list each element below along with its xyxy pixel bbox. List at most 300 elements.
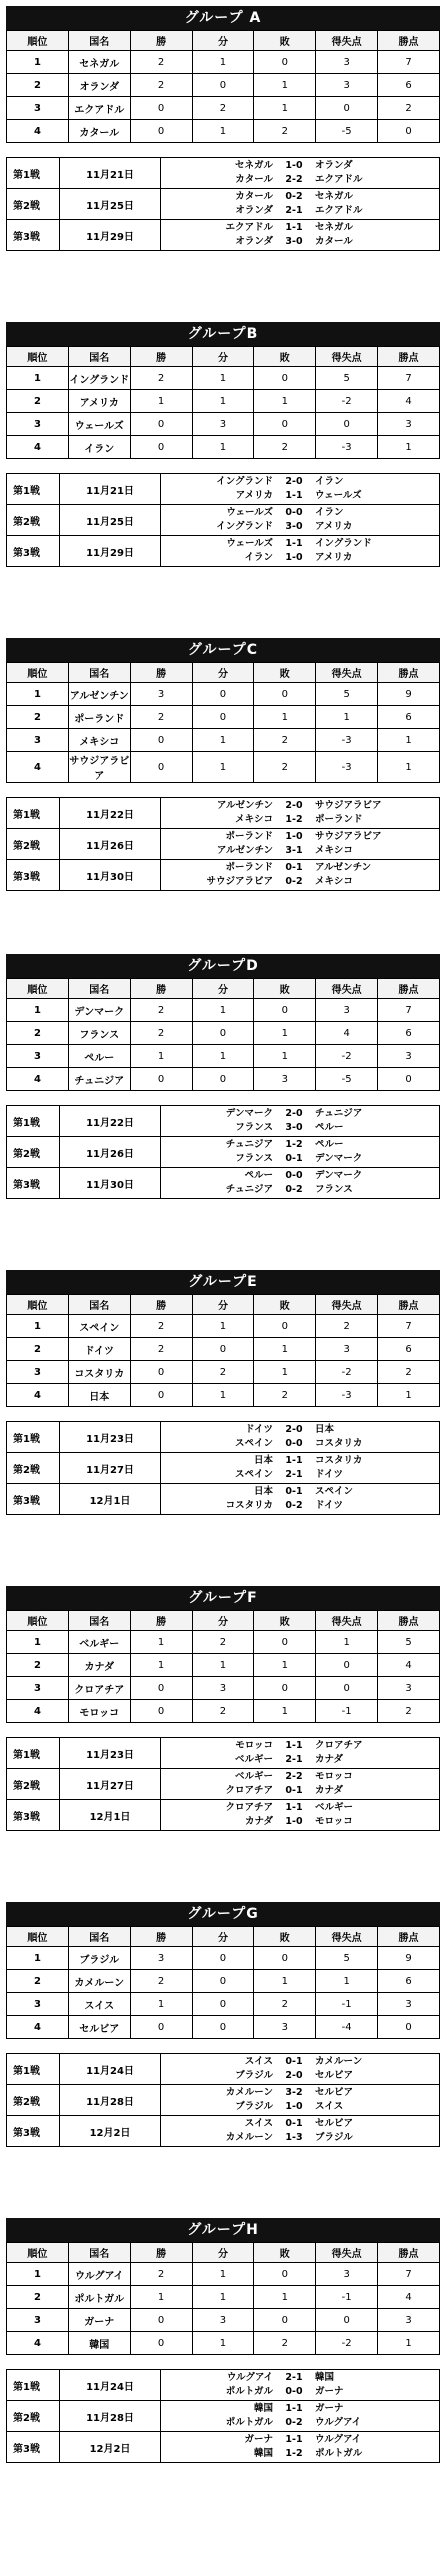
losses-cell: 1	[254, 706, 316, 729]
home-team: ウルグアイ	[226, 2372, 273, 2383]
match-score: 1-0	[285, 160, 303, 171]
away-team: スイス	[315, 2101, 344, 2112]
team-cell: チュニジア	[68, 1068, 130, 1091]
goal-diff-cell: -5	[316, 1068, 378, 1091]
round-label: 第3戦	[7, 2432, 60, 2463]
team-cell: カナダ	[68, 1654, 130, 1677]
away-team: 韓国	[315, 2372, 335, 2383]
match-score: 2-1	[285, 2372, 303, 2383]
match-score: 1-1	[285, 2434, 303, 2445]
team-cell: ポルトガル	[68, 2286, 130, 2309]
match-score: 1-1	[285, 1740, 303, 1751]
home-team: 日本	[253, 1455, 273, 1466]
standings-row	[7, 2309, 440, 2332]
team-cell: セネガル	[68, 51, 130, 74]
column-header: 敗	[254, 2243, 316, 2263]
match-date: 11月30日	[60, 860, 161, 891]
wins-cell: 0	[130, 1384, 192, 1407]
match-line	[161, 159, 439, 173]
team-cell: 日本	[68, 1384, 130, 1407]
away-team: ガーナ	[315, 2403, 344, 2414]
losses-cell: 1	[254, 1654, 316, 1677]
match-line	[161, 1437, 439, 1451]
match-results	[161, 158, 440, 189]
column-header: 順位	[7, 979, 69, 999]
match-results	[161, 1484, 440, 1515]
section-gap	[6, 143, 440, 157]
rank-cell: 4	[7, 1068, 69, 1091]
round-row	[7, 2116, 440, 2147]
draws-cell: 1	[192, 1315, 254, 1338]
group-title: グループH	[6, 2218, 440, 2242]
round-label: 第2戦	[7, 1137, 60, 1168]
match-line	[161, 2371, 439, 2385]
draws-cell: 1	[192, 999, 254, 1022]
wins-cell: 2	[130, 1315, 192, 1338]
team-cell: サウジアラビア	[68, 752, 130, 783]
goal-diff-cell: -1	[316, 1993, 378, 2016]
match-results	[161, 1738, 440, 1769]
match-date: 12月2日	[60, 2432, 161, 2463]
away-team: カメルーン	[315, 2056, 363, 2067]
round-row	[7, 798, 440, 829]
goal-diff-cell: 3	[316, 1338, 378, 1361]
column-header: 勝点	[378, 31, 440, 51]
match-results	[161, 536, 440, 567]
home-team: 日本	[253, 1486, 273, 1497]
column-header: 敗	[254, 979, 316, 999]
column-header: 順位	[7, 31, 69, 51]
home-team: カメルーン	[225, 2132, 273, 2143]
rank-cell: 2	[7, 706, 69, 729]
column-header: 得失点	[316, 1611, 378, 1631]
away-team: ウェールズ	[315, 490, 362, 501]
fixtures-table	[6, 1421, 440, 1515]
standings-header-row	[7, 1927, 440, 1947]
group-section	[6, 1270, 440, 1586]
round-row	[7, 1484, 440, 1515]
section-gap	[6, 1407, 440, 1421]
wins-cell: 2	[130, 1970, 192, 1993]
rank-cell: 1	[7, 999, 69, 1022]
match-line	[161, 799, 439, 813]
section-gap	[6, 1091, 440, 1105]
rank-cell: 4	[7, 436, 69, 459]
team-cell: ドイツ	[68, 1338, 130, 1361]
team-cell: ベルギー	[68, 1631, 130, 1654]
standings-row	[7, 1700, 440, 1723]
draws-cell: 2	[192, 97, 254, 120]
standings-row	[7, 120, 440, 143]
column-header: 順位	[7, 1295, 69, 1315]
standings-row	[7, 1315, 440, 1338]
home-team: ベルギー	[234, 1771, 273, 1782]
column-header: 得失点	[316, 347, 378, 367]
wins-cell: 0	[130, 1700, 192, 1723]
wins-cell: 1	[130, 390, 192, 413]
wins-cell: 1	[130, 1993, 192, 2016]
match-line	[161, 2069, 439, 2083]
wins-cell: 0	[130, 2332, 192, 2355]
match-results	[161, 1137, 440, 1168]
rank-cell: 3	[7, 2309, 69, 2332]
group-section	[6, 1902, 440, 2218]
match-line	[161, 2086, 439, 2100]
draws-cell: 2	[192, 1700, 254, 1723]
group-section	[6, 6, 440, 322]
column-header: 分	[192, 1927, 254, 1947]
goal-diff-cell: -1	[316, 1700, 378, 1723]
home-team: コスタリカ	[225, 1500, 273, 1511]
standings-row	[7, 1338, 440, 1361]
team-cell: カメルーン	[68, 1970, 130, 1993]
rank-cell: 4	[7, 1384, 69, 1407]
home-team: スイス	[244, 2118, 273, 2129]
wins-cell: 2	[130, 74, 192, 97]
match-date: 11月26日	[60, 1137, 161, 1168]
home-team: ポルトガル	[225, 2417, 273, 2428]
losses-cell: 1	[254, 1970, 316, 1993]
home-team: ガーナ	[244, 2434, 273, 2445]
away-team: クロアチア	[315, 1740, 363, 1751]
points-cell: 4	[378, 390, 440, 413]
fixtures-table	[6, 157, 440, 251]
goal-diff-cell: -3	[316, 752, 378, 783]
draws-cell: 1	[192, 729, 254, 752]
losses-cell: 0	[254, 413, 316, 436]
match-line	[161, 1753, 439, 1767]
round-label: 第3戦	[7, 1484, 60, 1515]
goal-diff-cell: 1	[316, 1631, 378, 1654]
points-cell: 3	[378, 413, 440, 436]
match-date: 11月24日	[60, 2054, 161, 2085]
home-team: ポーランド	[225, 862, 273, 873]
match-results	[161, 2085, 440, 2116]
losses-cell: 0	[254, 1677, 316, 1700]
losses-cell: 0	[254, 1631, 316, 1654]
away-team: カタール	[315, 236, 353, 247]
match-line	[161, 1485, 439, 1499]
round-row	[7, 860, 440, 891]
standings-table	[6, 1610, 440, 1723]
match-score: 2-2	[285, 174, 303, 185]
match-date: 11月28日	[60, 2401, 161, 2432]
losses-cell: 1	[254, 74, 316, 97]
match-line	[161, 2117, 439, 2131]
standings-header-row	[7, 663, 440, 683]
match-line	[161, 537, 439, 551]
away-team: セルビア	[315, 2070, 354, 2081]
losses-cell: 1	[254, 1700, 316, 1723]
team-cell: セルビア	[68, 2016, 130, 2039]
goal-diff-cell: 3	[316, 999, 378, 1022]
column-header: 勝	[130, 979, 192, 999]
goal-diff-cell: 1	[316, 1970, 378, 1993]
team-cell: ブラジル	[68, 1947, 130, 1970]
away-team: イラン	[315, 476, 344, 487]
match-results	[161, 2401, 440, 2432]
away-team: スペイン	[315, 1486, 354, 1497]
home-team: メキシコ	[235, 814, 273, 825]
goal-diff-cell: -3	[316, 729, 378, 752]
home-team: フランス	[235, 1153, 273, 1164]
home-team: イングランド	[216, 476, 273, 487]
round-row	[7, 2432, 440, 2463]
points-cell: 3	[378, 2309, 440, 2332]
goal-diff-cell: -5	[316, 120, 378, 143]
team-cell: モロッコ	[68, 1700, 130, 1723]
match-line	[161, 1183, 439, 1197]
round-label: 第3戦	[7, 2116, 60, 2147]
match-line	[161, 2131, 439, 2145]
wins-cell: 1	[130, 1045, 192, 1068]
rank-cell: 4	[7, 1700, 69, 1723]
standings-table	[6, 978, 440, 1091]
losses-cell: 1	[254, 390, 316, 413]
home-team: カタール	[235, 174, 273, 185]
wins-cell: 0	[130, 2016, 192, 2039]
match-line	[161, 1815, 439, 1829]
away-team: ドイツ	[315, 1469, 344, 1480]
home-team: オランダ	[235, 205, 273, 216]
away-team: メキシコ	[315, 876, 353, 887]
home-team: ウェールズ	[226, 538, 273, 549]
team-cell: メキシコ	[68, 729, 130, 752]
standings-row	[7, 706, 440, 729]
home-team: アルゼンチン	[216, 800, 273, 811]
away-team: ペルー	[315, 1122, 344, 1133]
draws-cell: 1	[192, 390, 254, 413]
match-results	[161, 2432, 440, 2463]
match-score: 2-1	[285, 1754, 303, 1765]
standings-row	[7, 1947, 440, 1970]
match-line	[161, 506, 439, 520]
column-header: 得失点	[316, 663, 378, 683]
home-team: ウェールズ	[226, 507, 273, 518]
rank-cell: 2	[7, 1022, 69, 1045]
standings-row	[7, 1631, 440, 1654]
match-line	[161, 2100, 439, 2114]
draws-cell: 0	[192, 1993, 254, 2016]
column-header: 順位	[7, 2243, 69, 2263]
match-score: 2-0	[285, 1108, 303, 1119]
match-score: 0-1	[285, 862, 303, 873]
away-team: カナダ	[315, 1785, 344, 1796]
goal-diff-cell: 0	[316, 1654, 378, 1677]
home-team: セネガル	[234, 160, 273, 171]
goal-diff-cell: -2	[316, 390, 378, 413]
match-score: 2-0	[285, 476, 303, 487]
round-row	[7, 1769, 440, 1800]
home-team: カメルーン	[225, 2087, 273, 2098]
match-date: 12月1日	[60, 1800, 161, 1831]
losses-cell: 2	[254, 2332, 316, 2355]
column-header: 勝点	[378, 2243, 440, 2263]
standings-table	[6, 1926, 440, 2039]
goal-diff-cell: 5	[316, 367, 378, 390]
rank-cell: 3	[7, 729, 69, 752]
match-date: 11月28日	[60, 2085, 161, 2116]
away-team: ウルグアイ	[315, 2434, 362, 2445]
draws-cell: 1	[192, 1654, 254, 1677]
team-cell: コスタリカ	[68, 1361, 130, 1384]
match-line	[161, 2433, 439, 2447]
match-line	[161, 1499, 439, 1513]
away-team: アルゼンチン	[315, 862, 372, 873]
column-header: 得失点	[316, 1927, 378, 1947]
rank-cell: 3	[7, 97, 69, 120]
group-title: グループD	[6, 954, 440, 978]
away-team: アメリカ	[315, 521, 353, 532]
losses-cell: 2	[254, 436, 316, 459]
home-team: オランダ	[235, 236, 273, 247]
away-team: セルビア	[315, 2118, 354, 2129]
points-cell: 1	[378, 436, 440, 459]
away-team: セルビア	[315, 2087, 354, 2098]
goal-diff-cell: 1	[316, 706, 378, 729]
rank-cell: 3	[7, 1045, 69, 1068]
rank-cell: 1	[7, 367, 69, 390]
section-gap	[6, 2039, 440, 2053]
match-score: 1-3	[285, 2132, 303, 2143]
goal-diff-cell: 3	[316, 74, 378, 97]
draws-cell: 1	[192, 1384, 254, 1407]
standings-row	[7, 752, 440, 783]
points-cell: 1	[378, 2332, 440, 2355]
match-results	[161, 2370, 440, 2401]
losses-cell: 2	[254, 729, 316, 752]
column-header: 敗	[254, 347, 316, 367]
column-header: 得失点	[316, 31, 378, 51]
column-header: 敗	[254, 663, 316, 683]
round-label: 第2戦	[7, 2085, 60, 2116]
points-cell: 5	[378, 1631, 440, 1654]
column-header: 順位	[7, 1927, 69, 1947]
match-score: 0-2	[285, 2417, 303, 2428]
wins-cell: 1	[130, 1654, 192, 1677]
rank-cell: 3	[7, 413, 69, 436]
group-title: グループ A	[6, 6, 440, 30]
match-date: 11月29日	[60, 220, 161, 251]
match-line	[161, 1801, 439, 1815]
column-header: 敗	[254, 1295, 316, 1315]
column-header: 国名	[68, 347, 130, 367]
standings-row	[7, 1677, 440, 1700]
column-header: 得失点	[316, 2243, 378, 2263]
losses-cell: 1	[254, 1361, 316, 1384]
match-score: 0-0	[285, 2386, 303, 2397]
round-row	[7, 474, 440, 505]
home-team: アルゼンチン	[216, 845, 273, 856]
team-cell: クロアチア	[68, 1677, 130, 1700]
match-line	[161, 489, 439, 503]
wins-cell: 0	[130, 413, 192, 436]
standings-row	[7, 2286, 440, 2309]
match-line	[161, 190, 439, 204]
standings-table	[6, 30, 440, 143]
round-label: 第1戦	[7, 2054, 60, 2085]
match-line	[161, 2402, 439, 2416]
wins-cell: 1	[130, 2286, 192, 2309]
points-cell: 1	[378, 1384, 440, 1407]
fixtures-table	[6, 1105, 440, 1199]
away-team: ドイツ	[315, 1500, 344, 1511]
wins-cell: 2	[130, 706, 192, 729]
rank-cell: 3	[7, 1361, 69, 1384]
goal-diff-cell: 4	[316, 1022, 378, 1045]
column-header: 順位	[7, 347, 69, 367]
rank-cell: 3	[7, 1993, 69, 2016]
group-section	[6, 1586, 440, 1902]
points-cell: 6	[378, 706, 440, 729]
points-cell: 2	[378, 1361, 440, 1384]
home-team: ペルー	[244, 1170, 273, 1181]
standings-table	[6, 2242, 440, 2355]
match-line	[161, 1784, 439, 1798]
match-line	[161, 2447, 439, 2461]
away-team: メキシコ	[315, 845, 353, 856]
match-line	[161, 875, 439, 889]
column-header: 敗	[254, 1611, 316, 1631]
rank-cell: 4	[7, 120, 69, 143]
home-team: カタール	[235, 191, 273, 202]
points-cell: 6	[378, 1022, 440, 1045]
goal-diff-cell: 0	[316, 97, 378, 120]
match-results	[161, 798, 440, 829]
match-score: 1-2	[285, 1139, 303, 1150]
match-score: 0-0	[285, 1170, 303, 1181]
away-team: オランダ	[315, 160, 353, 171]
round-row	[7, 829, 440, 860]
away-team: ベルギー	[315, 1802, 354, 1813]
fixtures-table	[6, 797, 440, 891]
round-label: 第3戦	[7, 1168, 60, 1199]
column-header: 分	[192, 663, 254, 683]
away-team: デンマーク	[315, 1170, 363, 1181]
column-header: 勝	[130, 1611, 192, 1631]
standings-row	[7, 1993, 440, 2016]
standings-header-row	[7, 31, 440, 51]
match-date: 11月21日	[60, 474, 161, 505]
match-score: 1-1	[285, 538, 303, 549]
match-score: 0-1	[285, 1785, 303, 1796]
away-team: ポーランド	[315, 814, 363, 825]
match-score: 2-2	[285, 1771, 303, 1782]
round-label: 第1戦	[7, 474, 60, 505]
draws-cell: 1	[192, 2263, 254, 2286]
home-team: スペイン	[234, 1469, 273, 1480]
points-cell: 6	[378, 74, 440, 97]
draws-cell: 1	[192, 752, 254, 783]
match-line	[161, 1468, 439, 1482]
round-row	[7, 1738, 440, 1769]
rank-cell: 1	[7, 683, 69, 706]
match-score: 0-2	[285, 1184, 303, 1195]
column-header: 勝	[130, 2243, 192, 2263]
home-team: スペイン	[234, 1438, 273, 1449]
standings-row	[7, 1068, 440, 1091]
draws-cell: 1	[192, 2332, 254, 2355]
home-team: イングランド	[216, 521, 273, 532]
wins-cell: 0	[130, 729, 192, 752]
fixtures-table	[6, 2053, 440, 2147]
match-line	[161, 830, 439, 844]
match-line	[161, 1423, 439, 1437]
round-row	[7, 1106, 440, 1137]
draws-cell: 1	[192, 436, 254, 459]
round-row	[7, 505, 440, 536]
goal-diff-cell: -2	[316, 2332, 378, 2355]
